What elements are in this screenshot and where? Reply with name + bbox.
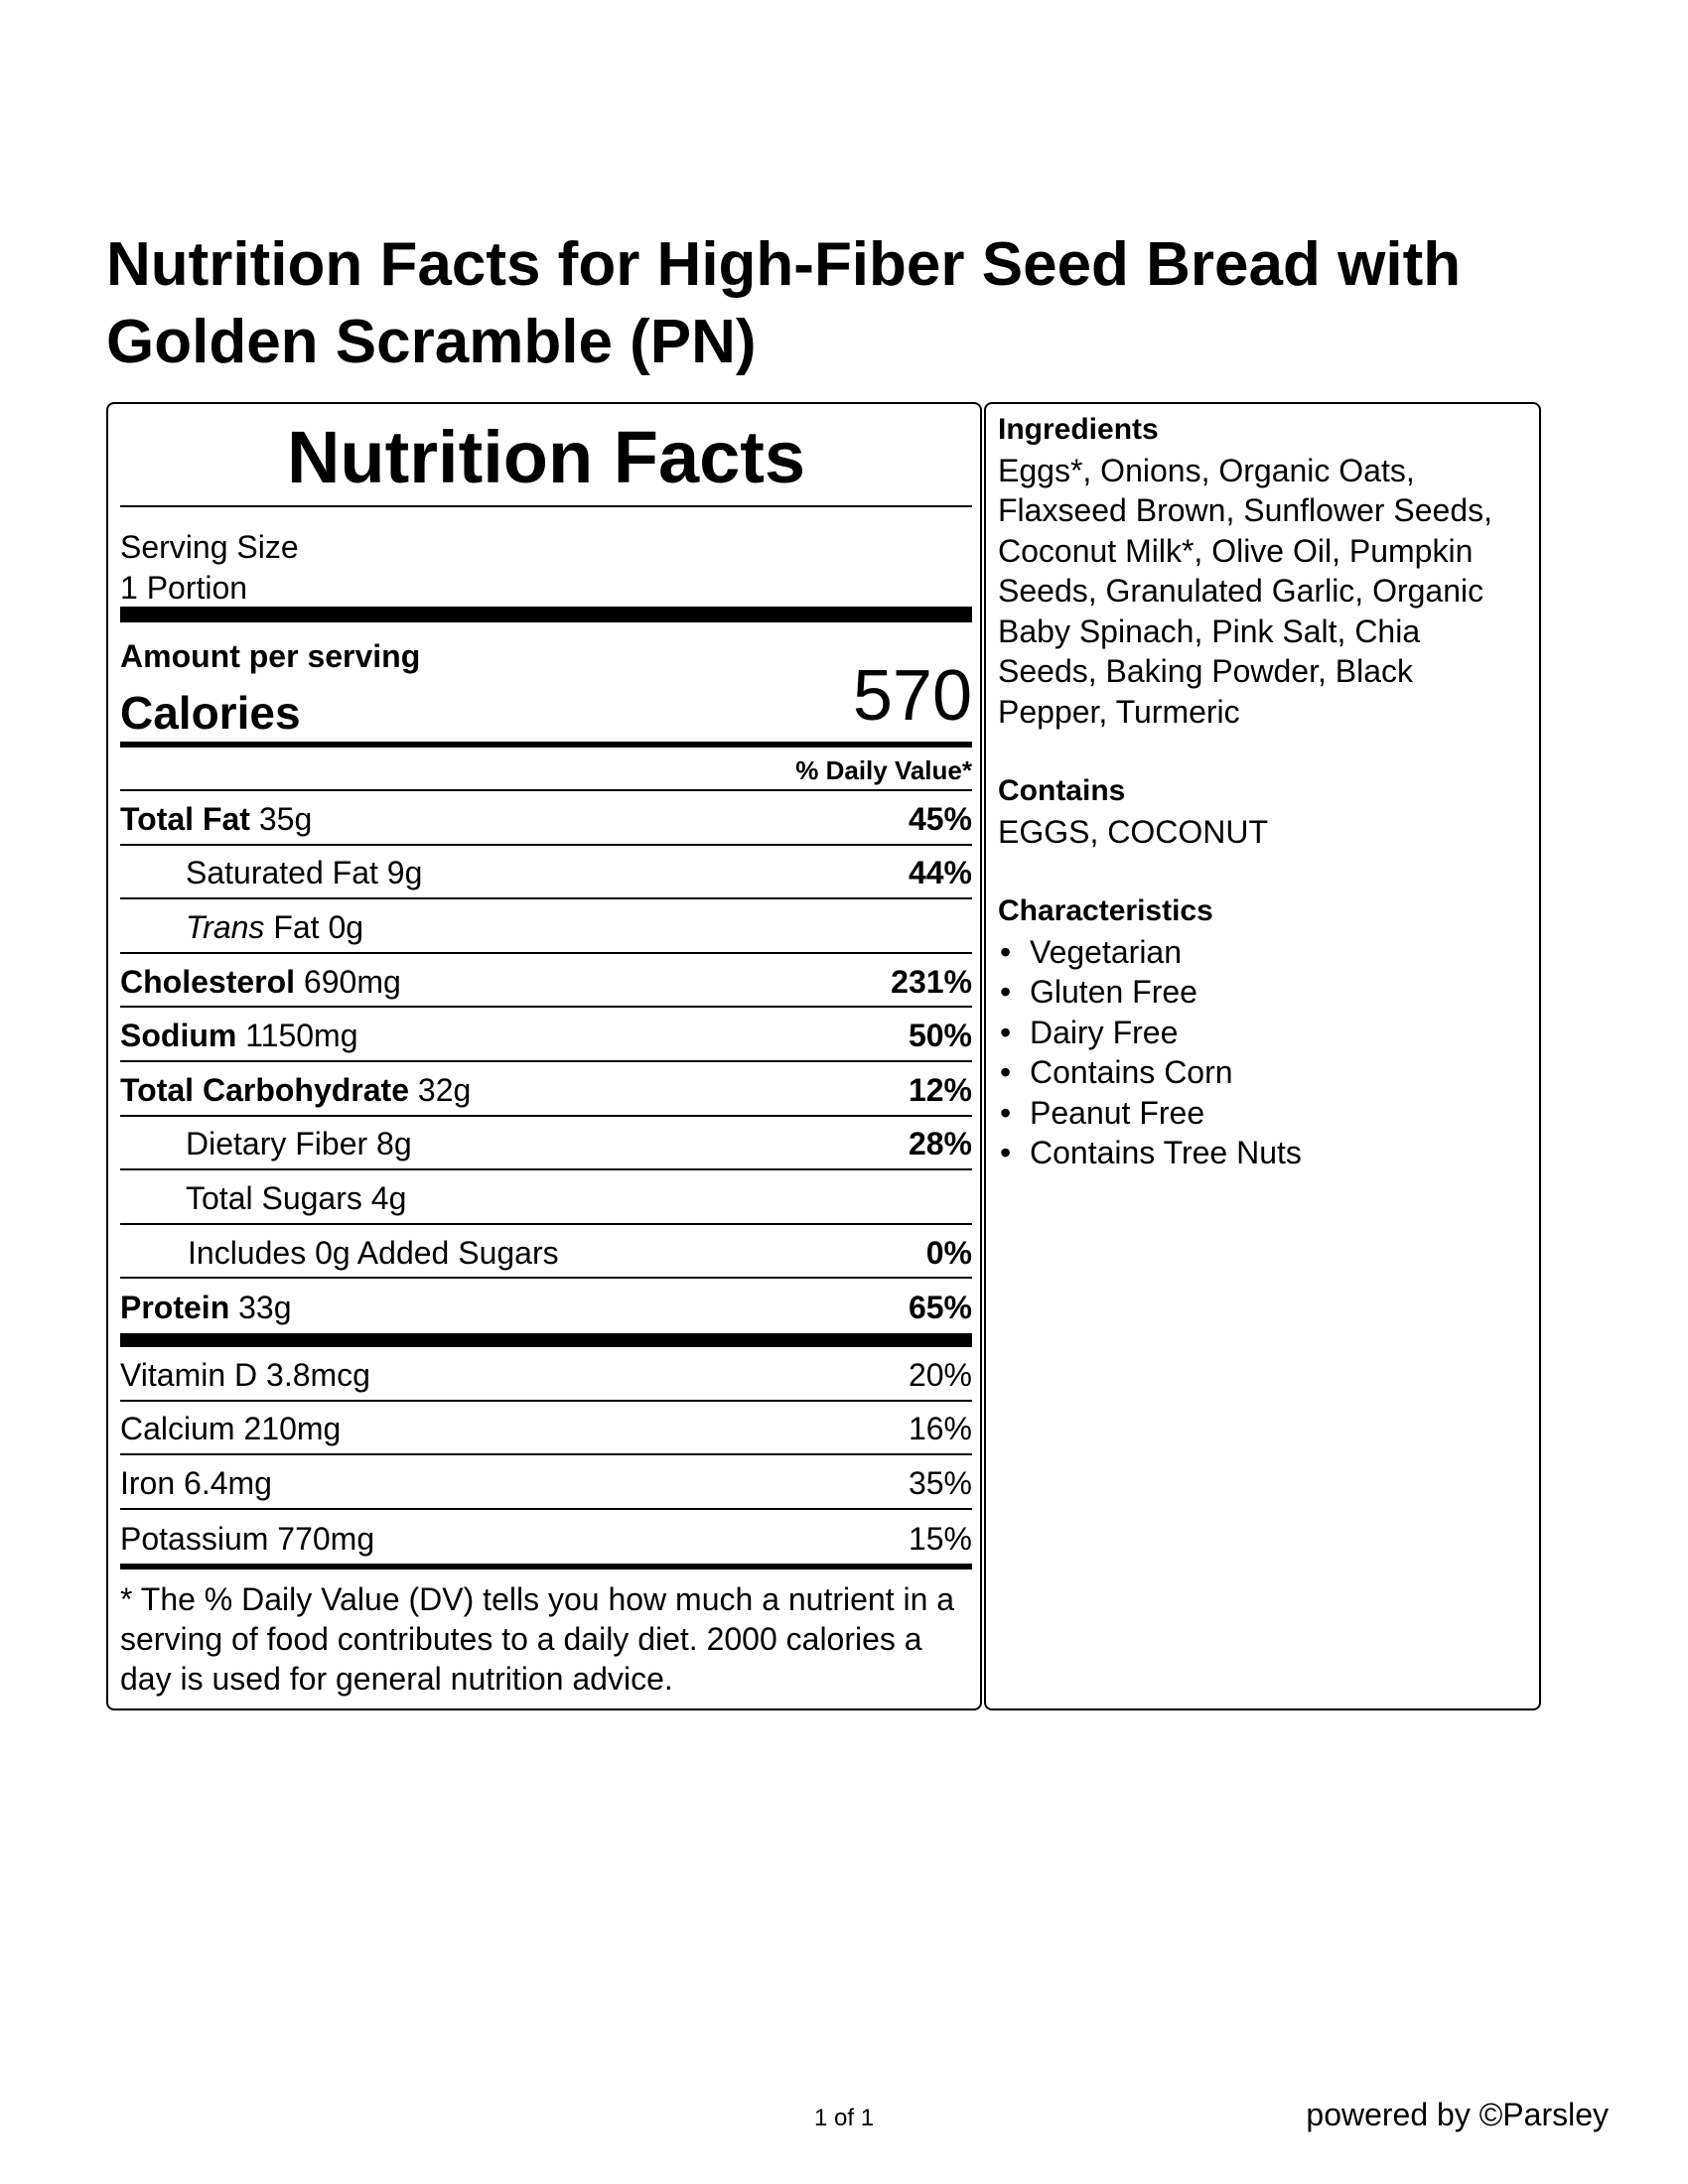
bullet-icon: • xyxy=(1000,1135,1012,1170)
bullet-icon: • xyxy=(1000,974,1012,1010)
nutrient-label: Includes 0g Added Sugars xyxy=(188,1234,559,1271)
nutrient-row-trans-fat xyxy=(120,899,972,954)
calories-label: Calories xyxy=(120,687,301,739)
vitamin-label: Iron 6.4mg xyxy=(120,1464,272,1501)
calories-block xyxy=(120,622,972,742)
nutrient-label: Cholesterol 690mg xyxy=(120,963,401,1000)
nutrient-row-total-fat xyxy=(120,791,972,846)
vitamin-row-iron xyxy=(120,1455,972,1510)
nutrient-dv: 50% xyxy=(908,1018,972,1054)
vitamin-dv: 20% xyxy=(908,1356,972,1393)
nutrient-row-dietary-fiber xyxy=(120,1117,972,1171)
vitamin-label: Calcium 210mg xyxy=(120,1411,342,1447)
nutrient-dv: 65% xyxy=(908,1290,972,1326)
nutrient-dv: 28% xyxy=(908,1126,972,1162)
daily-value-header: % Daily Value* xyxy=(120,748,972,791)
nutrient-dv: 0% xyxy=(925,1234,972,1271)
nutrient-dv: 44% xyxy=(908,855,972,891)
nutrient-dv: 231% xyxy=(891,963,972,1000)
nutrient-label: Dietary Fiber 8g xyxy=(186,1126,412,1162)
vitamin-dv: 35% xyxy=(908,1464,972,1501)
list-item: • Dairy Free xyxy=(998,1013,1527,1053)
nutrient-label: Total Fat 35g xyxy=(120,800,313,837)
contains-heading: Contains xyxy=(998,774,1126,807)
thick-divider xyxy=(120,607,972,622)
vitamin-row-vitamin-d xyxy=(120,1347,972,1402)
page-number: 1 of 1 xyxy=(814,2105,875,2131)
nutrient-label: Saturated Fat 9g xyxy=(186,855,423,891)
serving-size-value: 1 Portion xyxy=(120,570,248,606)
list-item: • Vegetarian xyxy=(998,932,1527,973)
bullet-icon: • xyxy=(1000,1054,1012,1090)
list-item: • Contains Corn xyxy=(998,1052,1527,1093)
list-item: • Contains Tree Nuts xyxy=(998,1133,1527,1173)
nutrient-dv: 45% xyxy=(908,800,972,837)
characteristics-section xyxy=(998,891,1527,1173)
bullet-icon: • xyxy=(1000,1094,1012,1131)
characteristics-heading: Characteristics xyxy=(998,894,1213,927)
nutrient-label: Trans Fat 0g xyxy=(186,908,364,945)
calories-value: 570 xyxy=(852,656,972,736)
nutrient-label: Sodium 1150mg xyxy=(120,1018,358,1054)
nutrition-facts-label xyxy=(106,402,982,1710)
amount-per-serving: Amount per serving xyxy=(120,638,421,674)
vitamin-dv: 15% xyxy=(908,1520,972,1557)
list-item: • Gluten Free xyxy=(998,972,1527,1013)
nutrient-row-total-carbohydrate xyxy=(120,1062,972,1117)
contains-text: EGGS, COCONUT xyxy=(998,813,1269,850)
serving-size xyxy=(120,507,972,607)
characteristics-list xyxy=(998,932,1527,1173)
nutrient-label: Total Sugars 4g xyxy=(186,1179,407,1216)
nutrient-row-total-sugars xyxy=(120,1170,972,1225)
vitamin-row-calcium xyxy=(120,1402,972,1456)
nutrient-dv: 12% xyxy=(908,1071,972,1108)
bullet-icon: • xyxy=(1000,933,1012,970)
bullet-icon: • xyxy=(1000,1014,1012,1050)
vitamin-label: Potassium 770mg xyxy=(120,1520,375,1557)
ingredients-text: Eggs*, Onions, Organic Oats, Flaxseed Brown, Sunflower Seeds, Coconut Milk*, Olive Oil, Pumpkin Seeds, Granulated Garlic, Organic Baby Spinach, Pink Salt, Chia Seeds, Baking Powder, Black Pepper, Turmeric xyxy=(998,452,1493,730)
nutrient-row-cholesterol xyxy=(120,954,972,1009)
nutrition-facts-inner xyxy=(120,404,972,1699)
ingredients-panel xyxy=(984,402,1541,1710)
contains-section xyxy=(998,771,1527,852)
nutrient-row-sodium xyxy=(120,1008,972,1062)
page-title: Nutrition Facts for High-Fiber Seed Bread with Golden Scramble (PN) xyxy=(106,230,1462,376)
nutrient-label: Protein 33g xyxy=(120,1290,292,1326)
ingredients-section xyxy=(998,410,1527,732)
vitamin-dv: 16% xyxy=(908,1411,972,1447)
daily-value-footnote: * The % Daily Value (DV) tells you how much a nutrient in a serving of food contributes to a daily diet. 2000 calories a day is used for general nutrition advice. xyxy=(120,1581,955,1698)
nutrient-row-added-sugars xyxy=(120,1225,972,1280)
serving-size-label: Serving Size xyxy=(120,529,299,565)
vitamin-row-potassium xyxy=(120,1510,972,1565)
nutrient-row-saturated-fat xyxy=(120,846,972,900)
nutrition-facts-title: Nutrition Facts xyxy=(120,410,972,507)
thick-divider xyxy=(120,1333,972,1347)
ingredients-heading: Ingredients xyxy=(998,413,1159,446)
nutrient-row-protein xyxy=(120,1279,972,1333)
powered-by: powered by ©Parsley xyxy=(1306,2097,1609,2132)
nutrient-label: Total Carbohydrate 32g xyxy=(120,1071,472,1108)
vitamin-label: Vitamin D 3.8mcg xyxy=(120,1356,370,1393)
list-item: • Peanut Free xyxy=(998,1093,1527,1134)
